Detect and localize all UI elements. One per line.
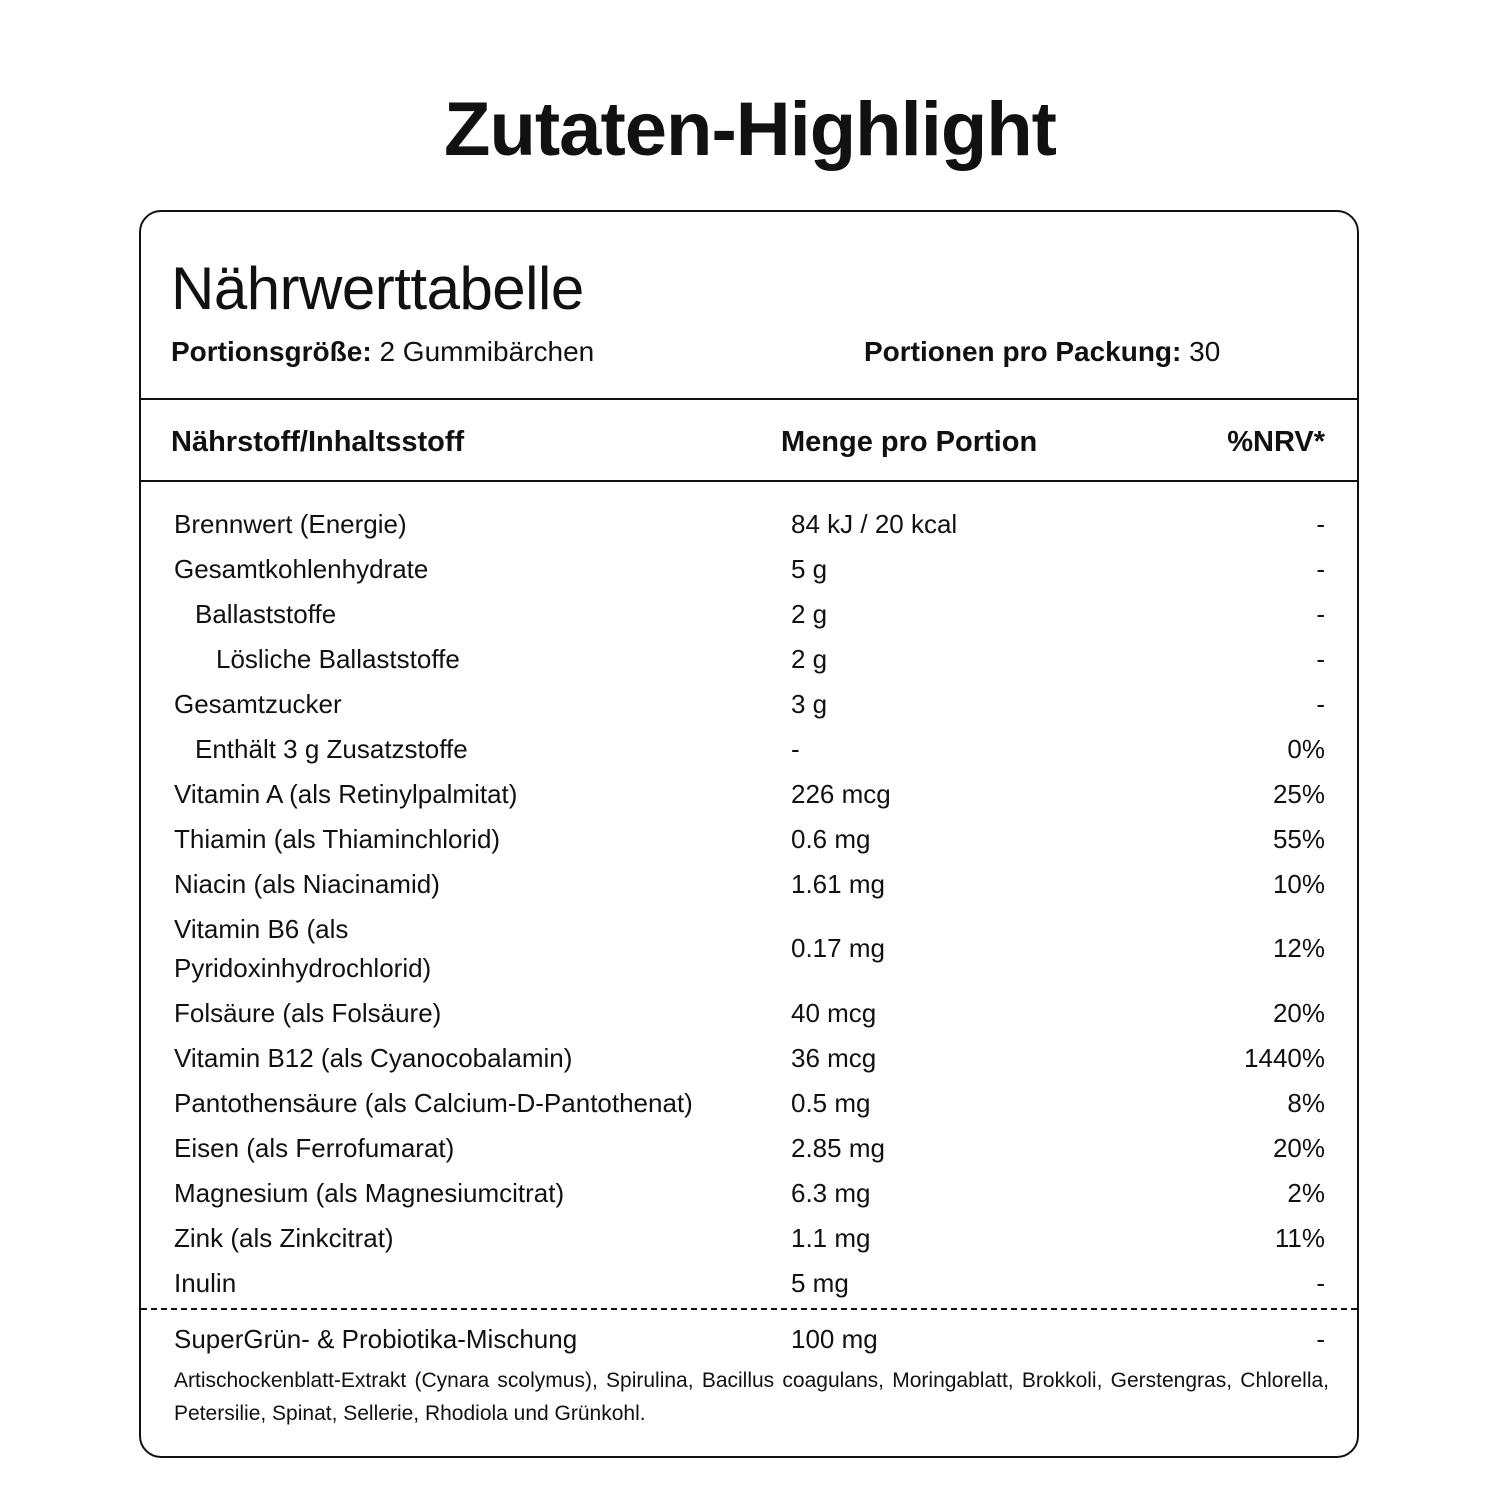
page-title: Zutaten-Highlight xyxy=(444,87,1056,172)
table-row xyxy=(141,1172,1357,1217)
nutrient-name: Ballaststoffe xyxy=(195,599,337,629)
nutrient-amount: - xyxy=(791,734,800,764)
nutrient-amount: 0.5 mg xyxy=(791,1088,871,1118)
table-row xyxy=(141,1037,1357,1082)
nutrient-nrv: 2% xyxy=(1287,1178,1325,1208)
nutrient-name: Zink (als Zinkcitrat) xyxy=(174,1223,394,1253)
table-row xyxy=(141,908,1357,992)
nutrient-nrv: - xyxy=(1316,509,1325,539)
serving-size xyxy=(171,336,594,368)
nutrient-amount: 2 g xyxy=(791,644,828,674)
nutrient-nrv: 0% xyxy=(1287,734,1325,764)
nutrient-amount: 1.61 mg xyxy=(791,869,885,899)
nutrient-name: Vitamin A (als Retinylpalmitat) xyxy=(174,779,518,809)
column-header-amount: Menge pro Portion xyxy=(781,426,1038,458)
nutrient-nrv: - xyxy=(1316,554,1325,584)
table-row xyxy=(141,503,1357,548)
table-row xyxy=(141,1217,1357,1262)
nutrient-rows xyxy=(141,503,1357,1307)
nutrient-nrv: - xyxy=(1316,689,1325,719)
servings-per-package xyxy=(864,336,1220,368)
divider xyxy=(141,398,1357,400)
table-row xyxy=(141,548,1357,593)
serving-size-label: Portionsgröße: xyxy=(171,336,372,367)
nutrient-name: Niacin (als Niacinamid) xyxy=(174,869,440,899)
nutrient-nrv: 25% xyxy=(1272,779,1325,809)
nutrition-panel xyxy=(139,210,1359,1458)
nutrient-amount: 0.17 mg xyxy=(791,933,885,963)
nutrient-name: Enthält 3 g Zusatzstoffe xyxy=(195,734,468,764)
nutrient-nrv: - xyxy=(1316,1268,1325,1298)
nutrient-nrv: - xyxy=(1316,599,1325,629)
nutrient-amount: 3 g xyxy=(791,689,828,719)
table-row xyxy=(141,1082,1357,1127)
nutrient-amount: 2.85 mg xyxy=(791,1133,885,1163)
servings-per-value: 30 xyxy=(1189,336,1221,367)
nutrient-nrv: - xyxy=(1316,644,1325,674)
column-header-nrv: %NRV* xyxy=(1227,426,1325,458)
table-row xyxy=(141,992,1357,1037)
dashed-divider xyxy=(141,1308,1357,1310)
nutrient-nrv: 8% xyxy=(1287,1088,1325,1118)
nutrient-amount: 0.6 mg xyxy=(791,824,871,854)
nutrient-nrv: 20% xyxy=(1272,998,1325,1028)
nutrient-amount: 36 mcg xyxy=(791,1043,877,1073)
divider xyxy=(141,480,1357,482)
nutrient-name: Eisen (als Ferrofumarat) xyxy=(174,1133,455,1163)
table-row xyxy=(141,773,1357,818)
nutrient-name: Vitamin B12 (als Cyanocobalamin) xyxy=(174,1043,573,1073)
nutrient-amount: 84 kJ / 20 kcal xyxy=(791,509,958,539)
table-row xyxy=(141,818,1357,863)
nutrient-name: Vitamin B6 (als Pyridoxinhydrochlorid) xyxy=(174,914,432,983)
nutrient-nrv: 10% xyxy=(1272,869,1325,899)
blend-description: Artischockenblatt-Extrakt (Cynara scolymus), Spirulina, Bacillus coagulans, Moringablatt, Brokkoli, Gerstengras, Chlorella, Petersilie, Spinat, Sellerie, Rhodiola und Grünkohl. xyxy=(174,1369,1329,1425)
nutrient-amount: 226 mcg xyxy=(791,779,891,809)
column-header-nutrient: Nährstoff/Inhaltsstoff xyxy=(171,426,465,458)
nutrient-nrv: 12% xyxy=(1272,933,1325,963)
table-row xyxy=(141,1262,1357,1307)
nutrient-amount: 1.1 mg xyxy=(791,1223,871,1253)
blend-section xyxy=(141,1318,1357,1363)
nutrient-amount: 5 g xyxy=(791,554,828,584)
nutrient-amount: 5 mg xyxy=(791,1268,849,1298)
table-row xyxy=(141,638,1357,683)
table-row xyxy=(141,683,1357,728)
table-row xyxy=(141,1318,1357,1363)
nutrient-name: Folsäure (als Folsäure) xyxy=(174,998,442,1028)
nutrient-nrv: 55% xyxy=(1272,824,1325,854)
nutrient-name: Brennwert (Energie) xyxy=(174,509,407,539)
table-row xyxy=(141,728,1357,773)
panel-title: Nährwerttabelle xyxy=(171,255,584,322)
nutrient-amount: 2 g xyxy=(791,599,828,629)
serving-size-value: 2 Gummibärchen xyxy=(379,336,595,367)
nutrient-name: Inulin xyxy=(174,1268,237,1298)
table-row xyxy=(141,593,1357,638)
nutrient-nrv: 11% xyxy=(1274,1223,1325,1253)
table-row xyxy=(141,863,1357,908)
nutrient-name: Gesamtzucker xyxy=(174,689,342,719)
nutrient-amount: 40 mcg xyxy=(791,998,877,1028)
nutrient-name: Lösliche Ballaststoffe xyxy=(216,644,460,674)
nutrient-nrv: 1440% xyxy=(1244,1043,1325,1073)
nutrient-name: Pantothensäure (als Calcium-D-Pantothenat) xyxy=(174,1088,693,1118)
blend-name: SuperGrün- & Probiotika-Mischung xyxy=(174,1324,578,1354)
nutrient-name: Magnesium (als Magnesiumcitrat) xyxy=(174,1178,565,1208)
servings-per-label: Portionen pro Packung: xyxy=(864,336,1182,367)
blend-nrv: - xyxy=(1316,1324,1325,1354)
nutrient-name: Thiamin (als Thiaminchlorid) xyxy=(174,824,501,854)
nutrient-amount: 6.3 mg xyxy=(791,1178,871,1208)
nutrient-name: Gesamtkohlenhydrate xyxy=(174,554,429,584)
table-row xyxy=(141,1127,1357,1172)
blend-amount: 100 mg xyxy=(791,1324,878,1354)
nutrient-nrv: 20% xyxy=(1272,1133,1325,1163)
